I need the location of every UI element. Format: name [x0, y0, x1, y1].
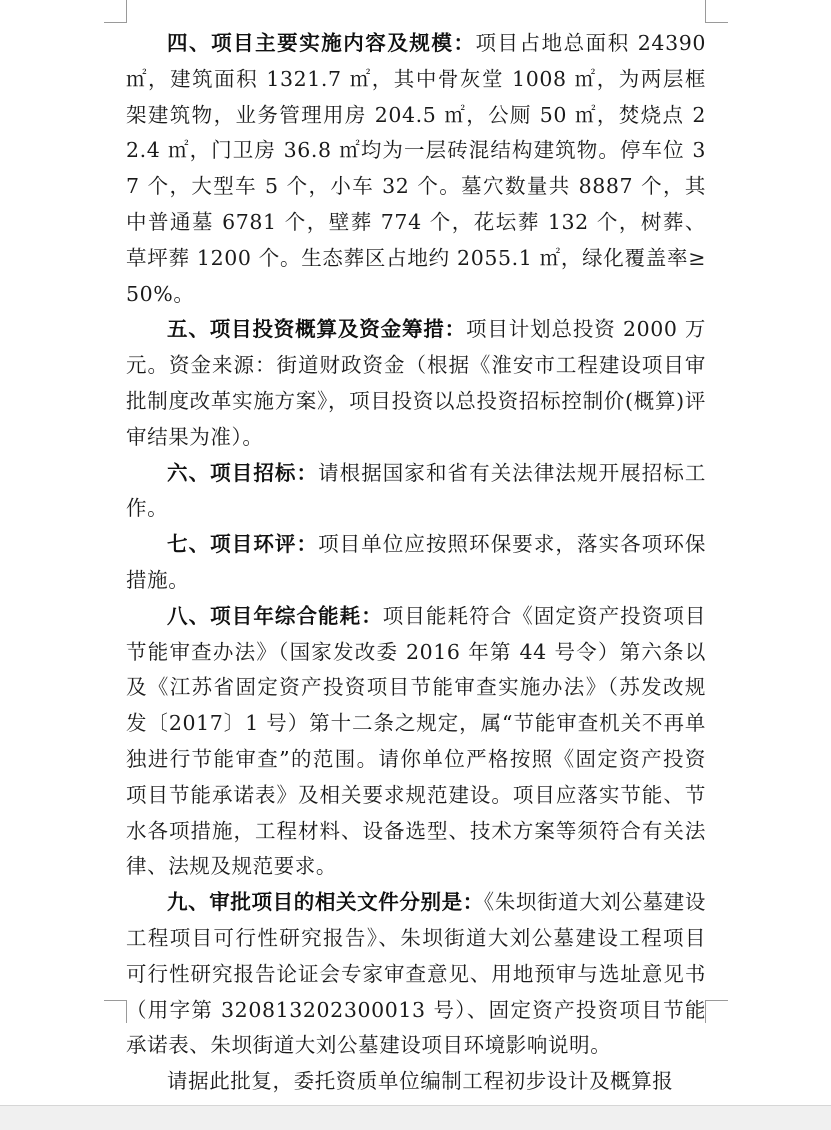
paragraph-heading: 八、项目年综合能耗： [167, 603, 383, 628]
paragraph-text: 项目能耗符合《固定资产投资项目节能审查办法》（国家发改委 2016 年第 44 号令）第六条以及《江苏省固定资产投资项目节能审查实施办法》（苏发改规发〔2017〕1 号）第十二条之规定，属“节能审查机关不再单独进行节能审查”的范围。请你单位严格按照《固定资产投资项目节能承诺表》及相关要求规范建设。项目应落实节能、节水各项措施，工程材料、设备选型、技术方案等须符合有关法律、法规及规范要求。 [126, 603, 707, 879]
paragraph-investment [126, 312, 706, 455]
paragraph-text: 请据此批复，委托资质单位编制工程初步设计及概算报 [167, 1069, 674, 1094]
window-bottom-strip [0, 1105, 831, 1130]
paragraph-energy [126, 599, 706, 885]
paragraph-heading: 六、项目招标： [167, 460, 319, 485]
crop-mark-bottom-right [705, 1000, 728, 1023]
paragraph-text: 《朱坝街道大刘公墓建设工程项目可行性研究报告》、朱坝街道大刘公墓建设工程项目可行性研究报告论证会专家审查意见、用地预审与选址意见书（用字第 320813202300013 号）、固定资产投资项目节能承诺表、朱坝街道大刘公墓建设项目环境影响说明。 [126, 890, 706, 1058]
paragraph-related-files [126, 885, 706, 1064]
paragraph-tendering [126, 456, 706, 528]
crop-mark-top-left [104, 0, 127, 23]
paragraph-construction-scale [126, 26, 706, 312]
paragraph-text: 项目占地总面积 24390 ㎡，建筑面积 1321.7 ㎡，其中骨灰堂 1008 ㎡，为两层框架建筑物，业务管理用房 204.5 ㎡，公厕 50 ㎡，焚烧点 22.4 ㎡，门卫房 36.8 ㎡均为一层砖混结构建筑物。停车位 37 个，大型车 5 个，小车 32 个。墓穴数量共 8887 个，其中普通墓 6781 个，壁葬 774 个，花坛葬 132 个，树葬、草坪葬 1200 个。生态葬区占地约 2055.1 ㎡，绿化覆盖率≥50%。 [126, 31, 706, 306]
crop-mark-top-right [705, 0, 728, 23]
paragraph-closing [126, 1064, 706, 1100]
paragraph-heading: 四、项目主要实施内容及规模： [167, 31, 476, 55]
paragraph-text: 请根据国家和省有关法律法规开展招标工作。 [126, 460, 706, 521]
paragraph-heading: 七、项目环评： [167, 532, 319, 557]
paragraph-heading: 九、审批项目的相关文件分别是： [167, 890, 484, 915]
document-body[interactable] [126, 26, 707, 1094]
paragraph-text: 项目计划总投资 2000 万元。资金来源：街道财政资金（根据《淮安市工程建设项目审批制度改革实施方案》，项目投资以总投资招标控制价(概算)评审结果为准）。 [126, 317, 706, 449]
paragraph-environment [126, 527, 706, 599]
paragraph-text: 项目单位应按照环保要求，落实各项环保措施。 [126, 532, 706, 592]
crop-mark-bottom-left [104, 1000, 127, 1023]
paragraph-heading: 五、项目投资概算及资金筹措： [167, 317, 467, 342]
